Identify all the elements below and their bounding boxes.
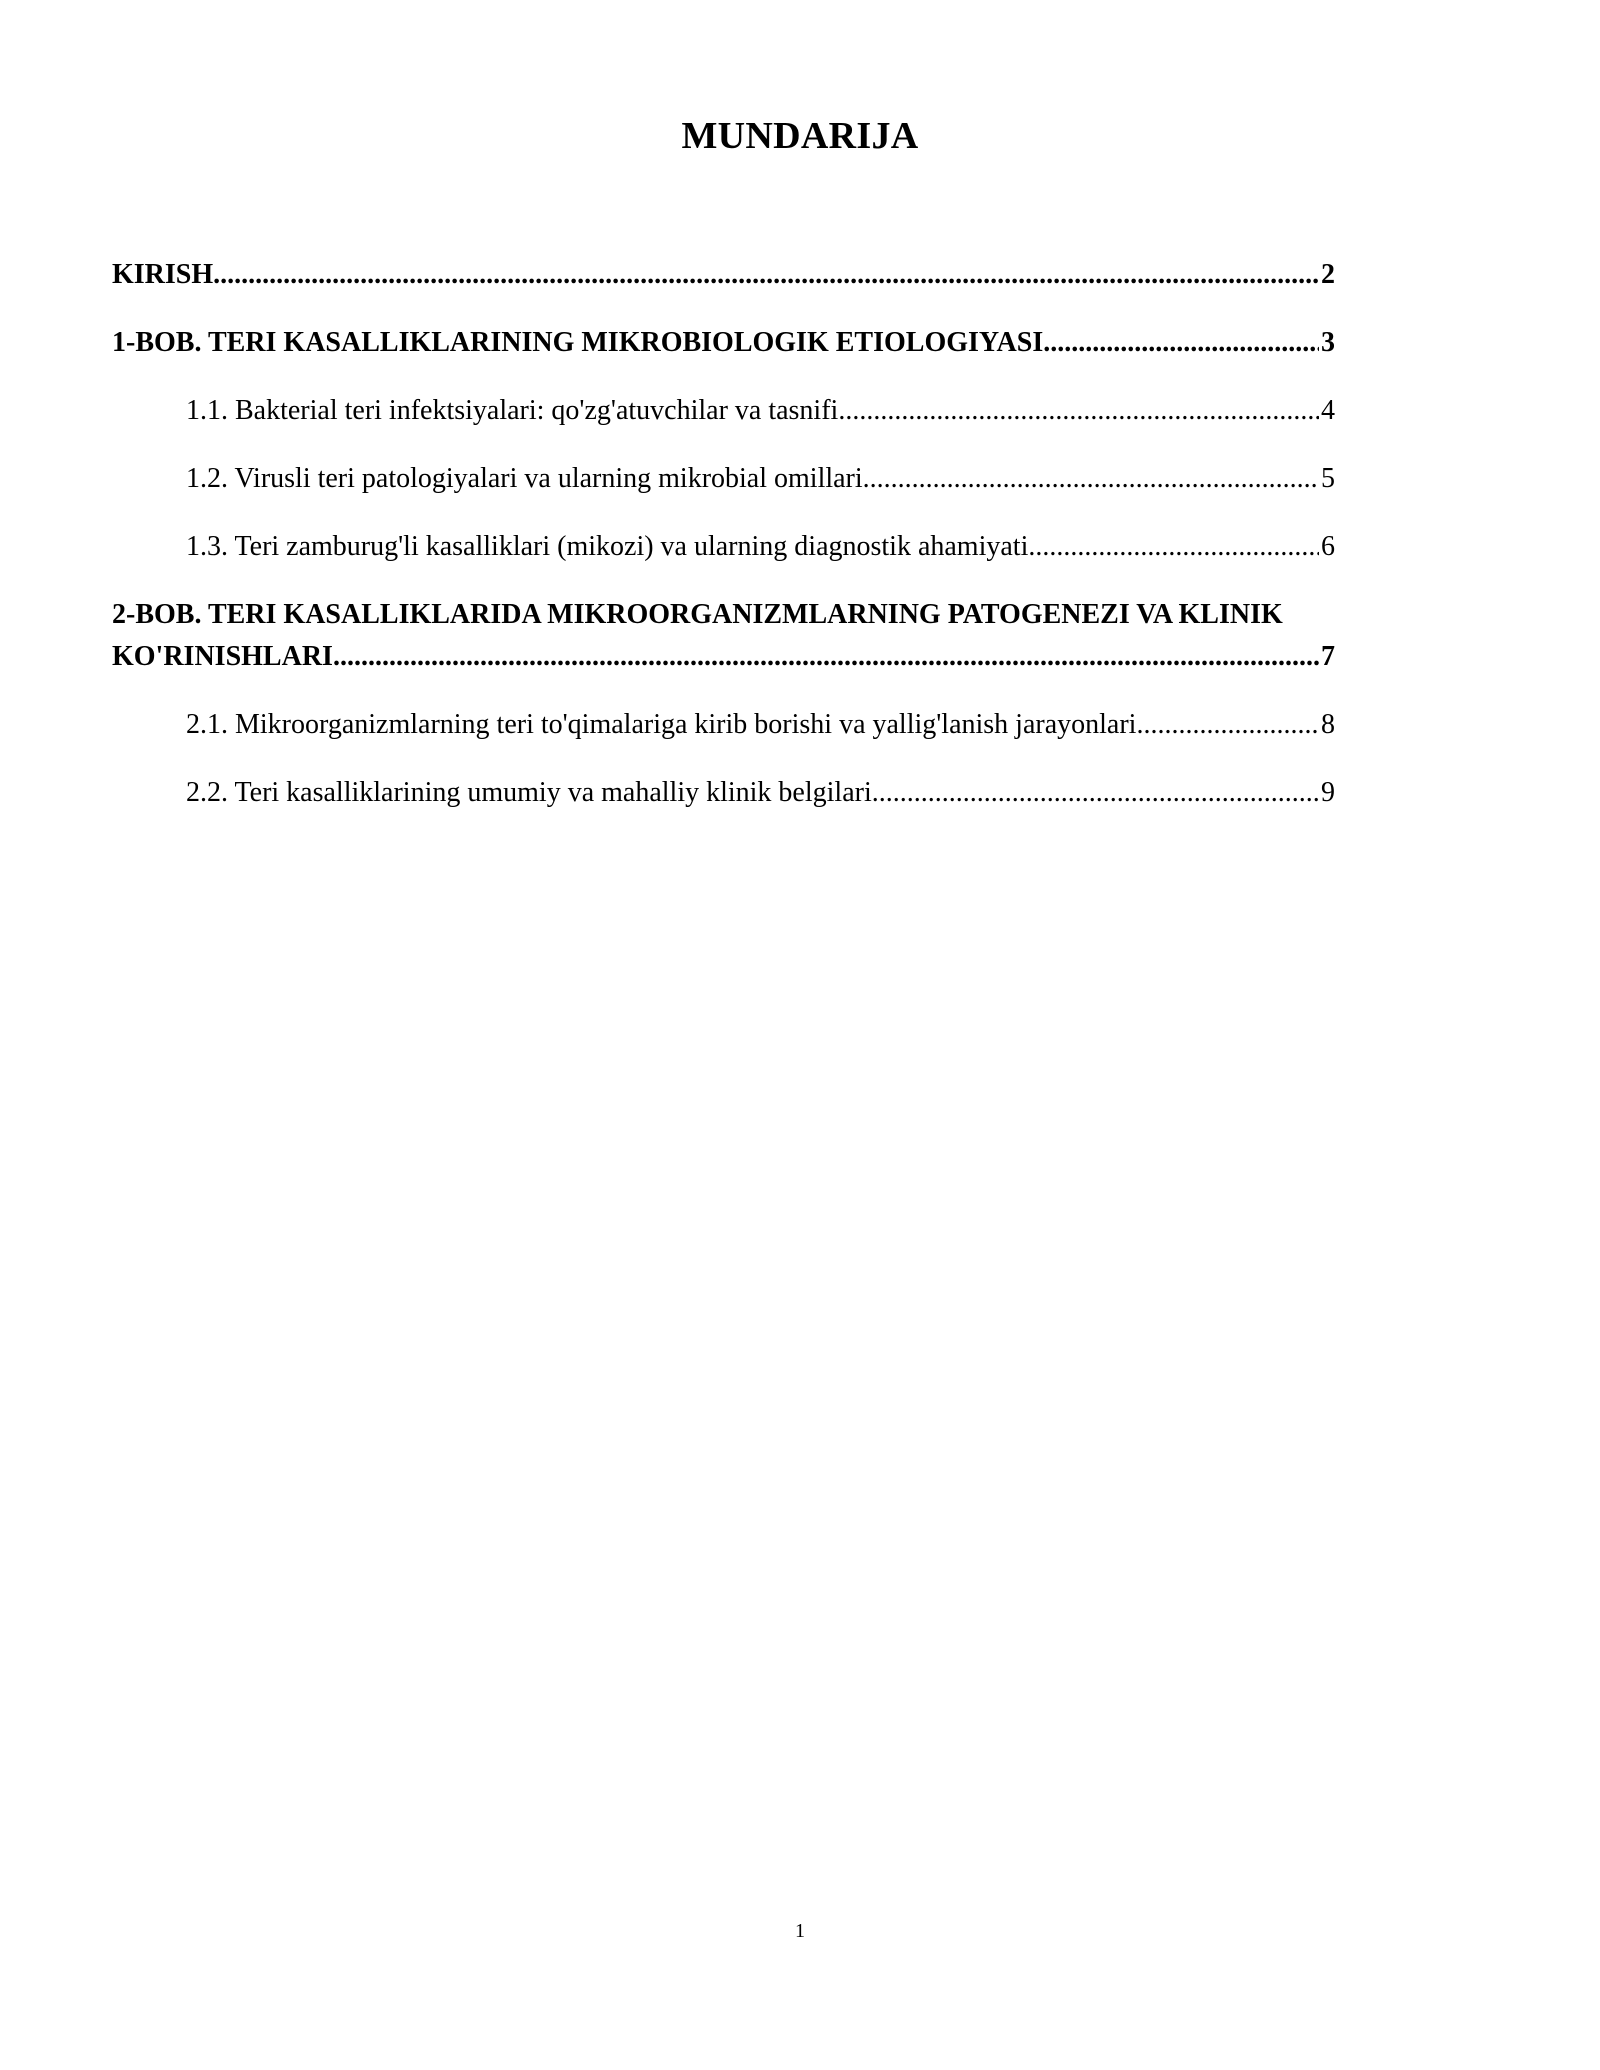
toc-entry-title: 1.3. Teri zamburug'li kasalliklari (mikozi) va ularning diagnostik ahamiyati xyxy=(186,531,1029,562)
toc-entry-title: 2.1. Mikroorganizmlarning teri to'qimalariga kirib borishi va yallig'lanish jarayonlari xyxy=(186,709,1137,740)
toc-page-number: 7 xyxy=(1321,641,1335,672)
toc-entry-title-line1: 2-BOB. TERI KASALLIKLARIDA MIKROORGANIZMLARNING PATOGENEZI VA KLINIK xyxy=(112,599,1283,630)
dot-leader xyxy=(838,390,1319,432)
toc-page-number: 4 xyxy=(1321,395,1335,426)
dot-leader xyxy=(1043,322,1319,364)
toc-entry-title-line2: KO'RINISHLARI xyxy=(112,641,333,672)
toc-line xyxy=(186,526,1335,568)
page-number: 1 xyxy=(795,1920,805,1942)
toc-page-number: 6 xyxy=(1321,531,1335,562)
dot-leader xyxy=(1028,526,1319,568)
toc-line xyxy=(112,636,1335,678)
toc-entry-chapter-1[interactable] xyxy=(112,322,1335,364)
dot-leader xyxy=(872,772,1319,814)
toc-entry-title: 1-BOB. TERI KASALLIKLARINING MIKROBIOLOGIK ETIOLOGIYASI xyxy=(112,327,1044,358)
dot-leader xyxy=(333,636,1319,678)
toc-entry-title: 1.2. Virusli teri patologiyalari va ularning mikrobial omillari xyxy=(186,463,863,494)
toc-line xyxy=(112,254,1335,296)
toc-entry-chapter-2[interactable] xyxy=(112,594,1335,678)
toc-entry-section-1-1[interactable] xyxy=(112,390,1335,432)
toc-line xyxy=(186,772,1335,814)
toc-entry-title: KIRISH xyxy=(112,259,214,290)
toc-page-number: 8 xyxy=(1321,709,1335,740)
table-of-contents xyxy=(112,254,1335,840)
toc-entry-section-1-3[interactable] xyxy=(112,526,1335,568)
toc-page-number: 9 xyxy=(1321,777,1335,808)
toc-line xyxy=(186,704,1335,746)
dot-leader xyxy=(1136,704,1319,746)
toc-entry-section-2-2[interactable] xyxy=(112,772,1335,814)
toc-entry-title: 2.2. Teri kasalliklarining umumiy va mahalliy klinik belgilari xyxy=(186,777,872,808)
page-title: MUNDARIJA xyxy=(681,115,919,157)
toc-page-number: 3 xyxy=(1321,327,1335,358)
toc-entry-section-1-2[interactable] xyxy=(112,458,1335,500)
toc-entry-section-2-1[interactable] xyxy=(112,704,1335,746)
toc-line xyxy=(186,458,1335,500)
toc-entry-kirish[interactable] xyxy=(112,254,1335,296)
toc-page-number: 2 xyxy=(1321,259,1335,290)
dot-leader xyxy=(863,458,1319,500)
toc-entry-title: 1.1. Bakterial teri infektsiyalari: qo'zg'atuvchilar va tasnifi xyxy=(186,395,839,426)
toc-line xyxy=(112,322,1335,364)
toc-line xyxy=(186,390,1335,432)
toc-page-number: 5 xyxy=(1321,463,1335,494)
dot-leader xyxy=(213,254,1319,296)
